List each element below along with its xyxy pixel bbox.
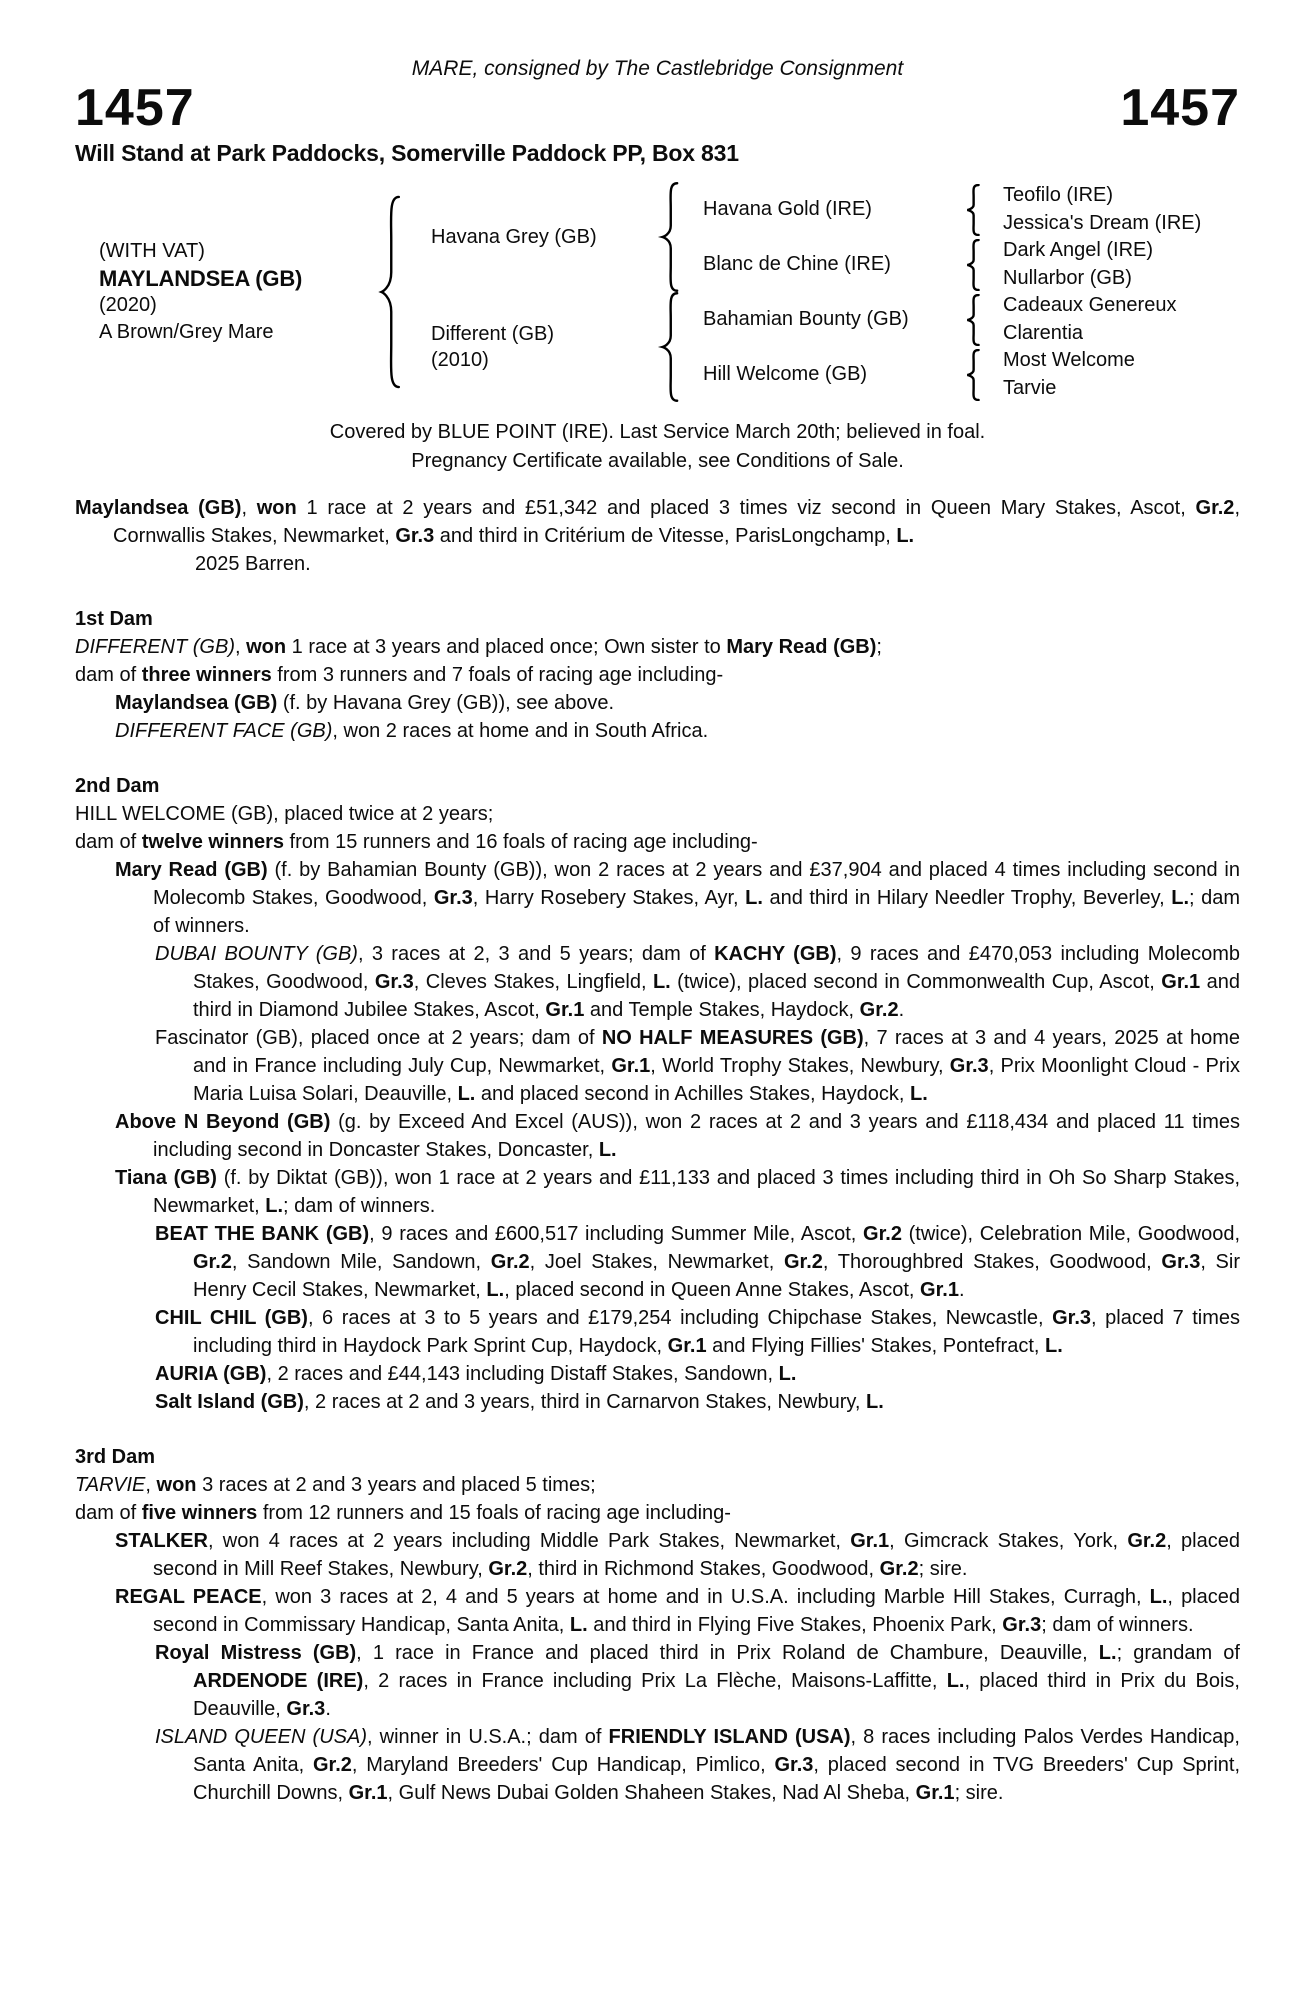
text-segment: AURIA (GB) [155,1363,267,1385]
catalogue-paragraph [75,1220,1240,1304]
text-segment: Gr.1 [920,1279,959,1301]
text-segment: dam of [75,1502,142,1524]
ped-g4-5: Clarentia [1003,321,1084,344]
text-segment: (f. by Diktat (GB)), won 1 race at 2 years and £11,133 and placed 3 times including third in Oh So Sharp Stakes, Newmarket, [153,1167,1240,1217]
text-segment: , Sandown Mile, Sandown, [231,1251,491,1273]
text-segment: , [235,636,247,658]
text-segment: , [241,497,257,519]
text-segment: REGAL PEACE [115,1586,262,1608]
text-segment: , Maryland Breeders' Cup Handicap, Pimlico, [351,1754,775,1776]
text-segment: (f. by Bahamian Bounty (GB)), won 2 races at 2 years and £37,904 and placed 4 times including second in Molecomb Stakes, Goodwood, [153,859,1240,909]
text-segment: , placed second in Queen Anne Stakes, Ascot, [504,1279,921,1301]
dam-cell [431,292,657,402]
text-segment: , placed third in Prix du Bois, Deauville, [193,1670,1240,1720]
text-segment: , Sir Henry Cecil Stakes, Newmarket, [193,1251,1240,1301]
text-segment: Gr.3 [433,887,473,909]
text-segment: (f. by Havana Grey (GB)), see above. [277,692,615,714]
text-segment: L. [910,1083,928,1105]
dam-name: Different (GB) [431,323,554,345]
text-segment: , 2 races and £44,143 including Distaff Stakes, Sandown, [266,1363,779,1385]
text-segment: L. [896,525,915,547]
text-segment: and third in Flying Five Stakes, Phoenix Park, [587,1614,1003,1636]
text-segment: , Thoroughbred Stakes, Goodwood, [822,1251,1162,1273]
mare-vat-note: (WITH VAT) [99,240,205,262]
brace-icon [963,239,980,291]
text-segment: Gr.2 [863,1223,902,1245]
text-segment: . [325,1698,331,1720]
text-segment: TARVIE [75,1474,146,1496]
text-segment: Gr.1 [545,999,585,1021]
brace-icon [375,193,401,391]
ped-g4-2: Dark Angel (IRE) [1003,239,1154,262]
text-segment: . [898,999,905,1021]
text-segment: dam of [75,831,142,853]
granddam-1: Blanc de Chine (IRE) [703,253,891,275]
text-segment: L. [598,1139,617,1161]
text-segment: Gr.1 [915,1782,955,1804]
text-segment: , third in Richmond Stakes, Goodwood, [527,1558,880,1580]
text-segment: L. [265,1195,284,1217]
text-segment: , Prix Moonlight Cloud - Prix Maria Luisa Solari, Deauville, [193,1055,1240,1105]
text-segment: ; dam of winners. [1041,1614,1194,1636]
text-segment: , 8 races including Palos Verdes Handicap, Santa Anita, [193,1726,1240,1776]
text-segment: and third in Critérium de Vitesse, ParisLongchamp, [434,525,897,547]
text-segment: L. [946,1670,965,1692]
brace-icon [963,294,980,346]
text-segment: , 6 races at 3 to 5 years and £179,254 including Chipchase Stakes, Newcastle, [307,1307,1053,1329]
text-segment: 3 races at 2 and 3 years and placed 5 times; [196,1474,596,1496]
text-segment: ARDENODE (IRE) [193,1670,364,1692]
pedigree-brace-gen2 [657,182,703,402]
consignor-line: MARE, consigned by The Castlebridge Consignment [411,57,904,80]
text-segment: Maylandsea (GB) [115,692,278,714]
text-segment: (twice), placed second in Commonwealth Cup, Ascot, [670,971,1162,993]
text-segment: Gr.3 [1161,1251,1201,1273]
text-segment: , Harry Rosebery Stakes, Ayr, [472,887,746,909]
text-segment: , Cornwallis Stakes, Newmarket, [113,497,1240,547]
text-segment: , won 2 races at home and in South Africa. [332,720,709,742]
text-segment: and third in Diamond Jubilee Stakes, Ascot, [193,971,1240,1021]
text-segment: 2025 Barren. [195,553,311,575]
text-segment: Gr.3 [374,971,414,993]
mare-info-block [77,182,375,402]
text-segment: won [256,497,297,519]
catalogue-body [75,494,1240,1807]
text-segment: from 3 runners and 7 foals of racing age including- [271,664,724,686]
text-segment: won [246,636,287,658]
text-segment: Gr.2 [312,1754,352,1776]
text-segment: Salt Island (GB) [155,1391,304,1413]
text-segment: , 7 races at 3 and 4 years, 2025 at home and in France including July Cup, Newmarket, [193,1027,1240,1077]
text-segment: Gr.3 [774,1754,814,1776]
grandsire-1: Havana Gold (IRE) [703,198,872,220]
catalogue-paragraph [75,550,1240,578]
text-segment: HILL WELCOME (GB), placed twice at 2 years; [75,803,494,825]
lot-number-row [75,79,1240,137]
text-segment: ISLAND QUEEN (USA) [155,1726,367,1748]
catalogue-paragraph [75,717,1240,745]
text-segment: Gr.2 [859,999,899,1021]
stand-line: Will Stand at Park Paddocks, Somerville Paddock PP, Box 831 [75,140,739,166]
text-segment: Gr.3 [286,1698,326,1720]
text-segment: Maylandsea (GB) [75,497,242,519]
text-segment: Gr.2 [490,1251,530,1273]
text-segment: three winners [141,664,272,686]
catalogue-paragraph [75,800,1240,828]
text-segment: ; sire. [918,1558,968,1580]
third-dam-heading: 3rd Dam [75,1446,156,1468]
text-segment: , won 3 races at 2, 4 and 5 years at home and in U.S.A. including Marble Hill Stakes, Curragh, [261,1586,1150,1608]
text-segment: dam of [75,664,142,686]
pedigree-brace-main [375,182,431,402]
catalogue-paragraph [75,856,1240,940]
text-segment: CHIL CHIL (GB) [155,1307,308,1329]
brace-icon [963,184,980,236]
text-segment: (g. by Exceed And Excel (AUS)), won 2 races at 2 and 3 years and £118,434 and placed 11 times including second in Doncaster Stakes, Doncaster, [153,1111,1240,1161]
catalogue-paragraph [75,1024,1240,1108]
lot-number-left: 1457 [75,79,195,137]
text-segment: , placed 7 times including third in Haydock Park Sprint Cup, Haydock, [193,1307,1241,1357]
brace-icon [963,349,980,401]
text-segment: L. [745,887,763,909]
text-segment: , placed second in Mill Reef Stakes, Newbury, [153,1530,1240,1580]
text-segment: twelve winners [141,831,284,853]
text-segment: , Cleves Stakes, Lingfield, [413,971,653,993]
text-segment: L. [652,971,671,993]
sire-name: Havana Grey (GB) [431,226,597,248]
catalogue-paragraph [75,689,1240,717]
text-segment: FRIENDLY ISLAND (USA) [608,1726,851,1748]
text-segment: . [958,1279,965,1301]
text-segment: , Gimcrack Stakes, York, [889,1530,1128,1552]
text-segment: BEAT THE BANK (GB) [155,1223,370,1245]
text-segment: , 2 races in France including Prix La Flèche, Maisons-Laffitte, [363,1670,947,1692]
text-segment: , 3 races at 2, 3 and 5 years; dam of [357,943,715,965]
granddam-2: Hill Welcome (GB) [703,363,868,385]
text-segment: L. [1045,1335,1063,1357]
catalogue-paragraph [75,1583,1240,1639]
text-segment: Gr.2 [1127,1530,1167,1552]
text-segment: Gr.2 [1195,497,1235,519]
text-segment: NO HALF MEASURES (GB) [601,1027,864,1049]
text-segment: DIFFERENT (GB) [75,636,235,658]
text-segment: Royal Mistress (GB) [155,1642,357,1664]
text-segment: Gr.3 [395,525,435,547]
text-segment: Gr.2 [783,1251,823,1273]
text-segment: , placed second in TVG Breeders' Cup Sprint, Churchill Downs, [193,1754,1240,1804]
text-segment: Gr.2 [879,1558,919,1580]
covering-statement [75,418,1240,476]
text-segment: Fascinator (GB), placed once at 2 years; dam of [155,1027,602,1049]
ped-g4-1: Jessica's Dream (IRE) [1003,211,1202,234]
catalogue-paragraph [75,494,1240,550]
text-segment: L. [1171,887,1190,909]
catalogue-paragraph [75,1388,1240,1416]
text-segment: , Gulf News Dubai Golden Shaheen Stakes, Nad Al Sheba, [387,1782,916,1804]
catalogue-paragraph [75,1639,1240,1723]
text-segment: Gr.2 [488,1558,528,1580]
text-segment: L. [1149,1586,1168,1608]
ped-g4-7: Tarvie [1003,376,1057,399]
text-segment: Mary Read (GB) [115,859,268,881]
text-segment: , 1 race in France and placed third in Prix Roland de Chambure, Deauville, [356,1642,1099,1664]
catalogue-paragraph [75,1360,1240,1388]
text-segment: , World Trophy Stakes, Newbury, [650,1055,950,1077]
text-segment: from 15 runners and 16 foals of racing age including- [283,831,758,853]
text-segment: five winners [141,1502,258,1524]
mare-year: (2020) [99,294,157,316]
second-dam-heading: 2nd Dam [75,775,160,797]
text-segment: , Joel Stakes, Newmarket, [529,1251,784,1273]
text-segment: Gr.3 [1002,1614,1042,1636]
text-segment: , placed second in Commissary Handicap, Santa Anita, [153,1586,1240,1636]
text-segment: Gr.3 [1052,1307,1092,1329]
text-segment: DIFFERENT FACE (GB) [115,720,333,742]
ped-g4-0: Teofilo (IRE) [1003,184,1114,207]
text-segment: (twice), Celebration Mile, Goodwood, [901,1223,1240,1245]
text-segment: KACHY (GB) [714,943,837,965]
text-segment: 1 race at 3 years and placed once; Own sister to [286,636,727,658]
brace-icon [657,291,679,403]
text-segment: , 9 races and £600,517 including Summer Mile, Ascot, [369,1223,864,1245]
ped-g4-4: Cadeaux Genereux [1003,294,1177,317]
catalogue-paragraph [75,828,1240,856]
covering-line-1: Covered by BLUE POINT (IRE). Last Service March 20th; believed in foal. [329,421,986,443]
catalogue-paragraph [75,1499,1240,1527]
sire-cell [431,182,657,292]
catalogue-paragraph [75,1164,1240,1220]
pedigree-gen4-column [1003,182,1240,402]
catalogue-paragraph [75,1304,1240,1360]
text-segment: and placed second in Achilles Stakes, Haydock, [475,1083,911,1105]
text-segment: Tiana (GB) [115,1167,217,1189]
text-segment: 1 race at 2 years and £51,342 and placed 3 times viz second in Queen Mary Stakes, Ascot, [296,497,1196,519]
text-segment: Gr.1 [611,1055,651,1077]
brace-icon [657,181,679,293]
catalogue-paragraph [75,661,1240,689]
text-segment: ; grandam of [1116,1642,1240,1664]
catalogue-paragraph [75,1527,1240,1583]
text-segment: L. [486,1279,505,1301]
text-segment: ; sire. [954,1782,1004,1804]
catalogue-paragraph [75,1471,1240,1499]
text-segment: ; dam of winners. [153,887,1241,937]
ped-g4-6: Most Welcome [1003,349,1135,372]
catalogue-paragraph [75,940,1240,1024]
text-segment: won [156,1474,197,1496]
text-segment: DUBAI BOUNTY (GB) [155,943,358,965]
text-segment: , [145,1474,157,1496]
text-segment: , 9 races and £470,053 including Molecomb Stakes, Goodwood, [193,943,1241,993]
text-segment: and Temple Stakes, Haydock, [584,999,860,1021]
pedigree-brace-gen3 [963,182,1003,402]
text-segment: L. [457,1083,476,1105]
text-segment: L. [778,1363,797,1385]
text-segment: , won 4 races at 2 years including Middle Park Stakes, Newmarket, [207,1530,851,1552]
text-segment: , 2 races at 2 and 3 years, third in Carnarvon Stakes, Newbury, [303,1391,867,1413]
first-dam-heading: 1st Dam [75,608,153,630]
text-segment: and third in Hilary Needler Trophy, Beverley, [762,887,1172,909]
grandsire-2: Bahamian Bounty (GB) [703,308,909,330]
text-segment: from 12 runners and 15 foals of racing age including- [257,1502,731,1524]
text-segment: STALKER [115,1530,208,1552]
text-segment: and Flying Fillies' Stakes, Pontefract, [706,1335,1046,1357]
text-segment: Gr.1 [348,1782,388,1804]
mare-color-desc: A Brown/Grey Mare [99,321,274,343]
text-segment: ; dam of winners. [283,1195,436,1217]
pedigree-table [77,182,1240,402]
text-segment: Mary Read (GB) [726,636,877,658]
text-segment: L. [1098,1642,1117,1664]
lot-number-right: 1457 [1120,79,1240,137]
pedigree-gen2-column [431,182,657,402]
text-segment: , winner in U.S.A.; dam of [367,1726,609,1748]
ped-g4-3: Nullarbor (GB) [1003,266,1132,289]
text-segment: Gr.1 [1161,971,1201,993]
catalogue-paragraph [75,1723,1240,1807]
text-segment: Above N Beyond (GB) [115,1111,331,1133]
text-segment: L. [866,1391,884,1413]
text-segment: L. [569,1614,588,1636]
text-segment: Gr.3 [949,1055,989,1077]
text-segment: ; [876,636,882,658]
mare-name: MAYLANDSEA (GB) [99,266,303,291]
covering-line-2: Pregnancy Certificate available, see Conditions of Sale. [411,450,904,472]
catalogue-paragraph [75,633,1240,661]
text-segment: Gr.1 [667,1335,707,1357]
dam-year: (2010) [431,349,489,371]
text-segment: Gr.1 [850,1530,890,1552]
text-segment: Gr.2 [193,1251,232,1273]
catalogue-paragraph [75,1108,1240,1164]
pedigree-gen3-column [703,182,963,402]
